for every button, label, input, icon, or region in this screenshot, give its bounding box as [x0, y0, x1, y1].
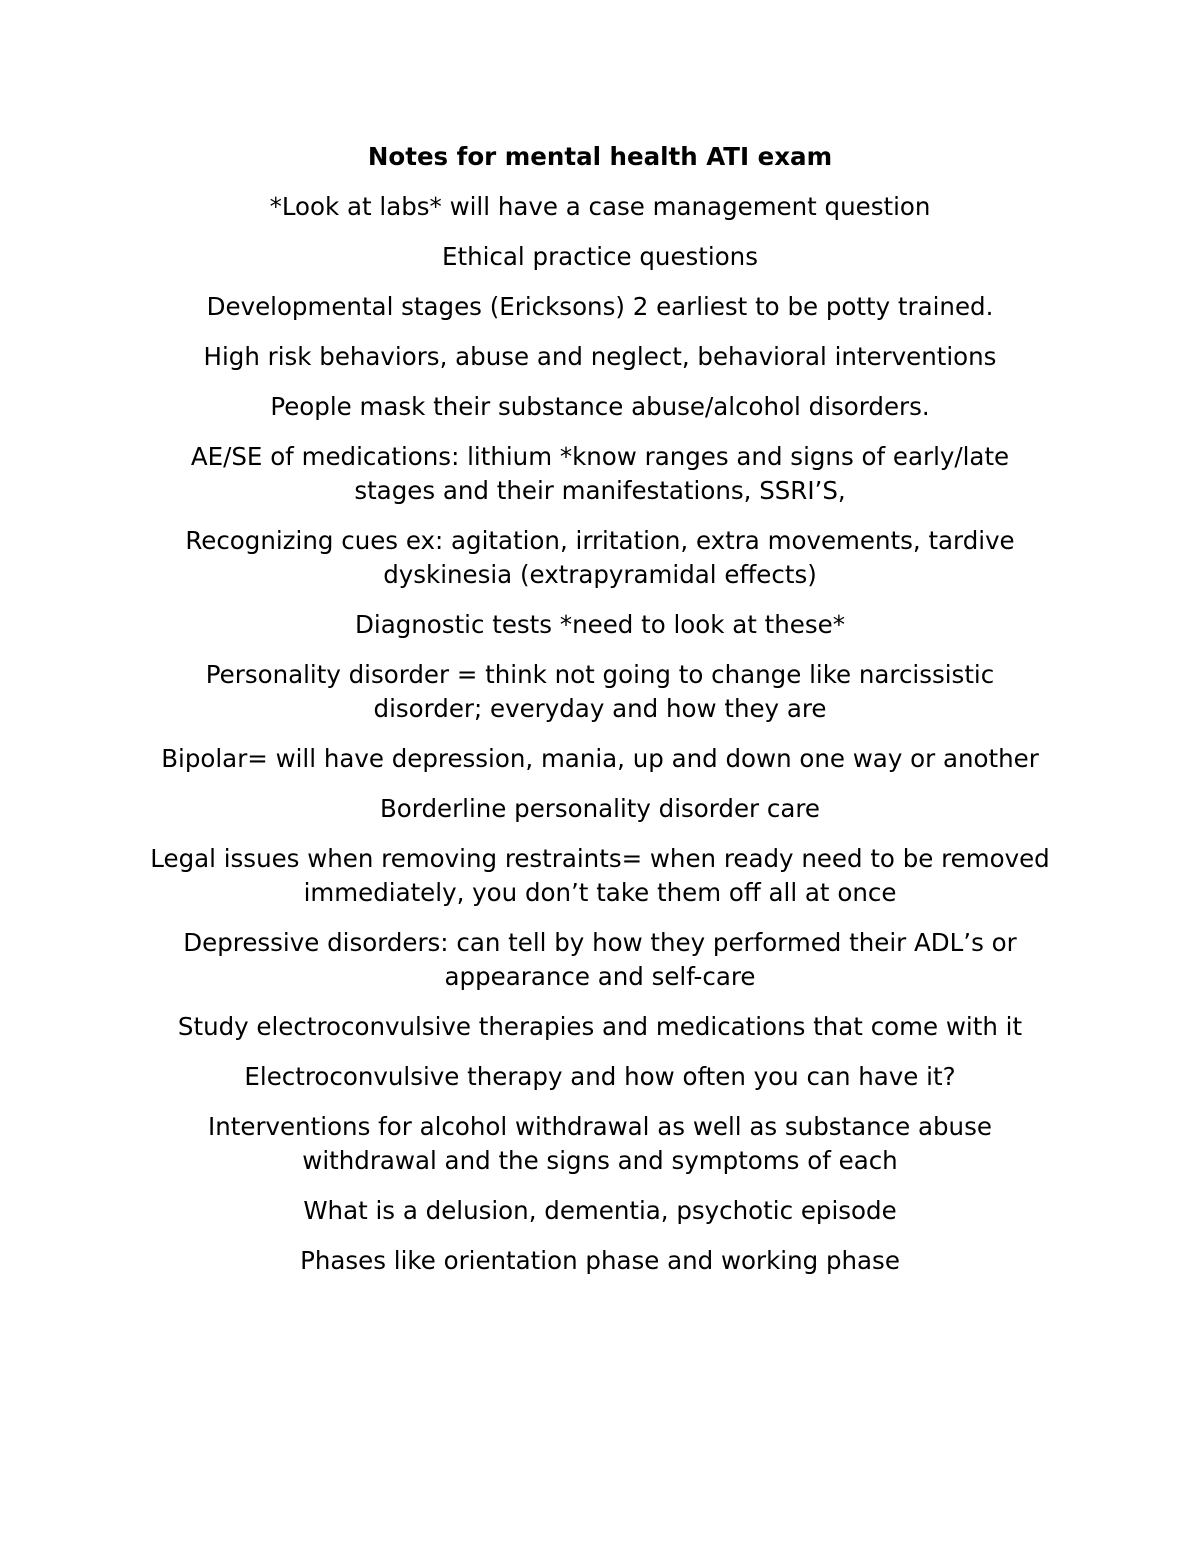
note-paragraph-4: High risk behaviors, abuse and neglect, behavioral interventions [203, 342, 997, 371]
note-paragraph-6: AE/SE of medications: lithium *know ranges and signs of early/late stages and their manifestations, SSRI’S, [190, 442, 1010, 505]
note-paragraph-9: Personality disorder = think not going to change like narcissistic disorder; everyday and how they are [205, 660, 995, 723]
note-paragraph-16: Interventions for alcohol withdrawal as well as substance abuse withdrawal and the signs and symptoms of each [208, 1112, 992, 1175]
note-paragraph-14: Study electroconvulsive therapies and medications that come with it [177, 1012, 1023, 1041]
note-paragraph-12: Legal issues when removing restraints= when ready need to be removed immediately, you don’t take them off all at once [150, 844, 1050, 907]
note-paragraph-3: Developmental stages (Ericksons) 2 earliest to be potty trained. [206, 292, 994, 321]
note-paragraph-15: Electroconvulsive therapy and how often you can have it? [244, 1062, 956, 1091]
document-body [150, 140, 1050, 1294]
note-paragraph-5: People mask their substance abuse/alcohol disorders. [270, 392, 930, 421]
document-title: Notes for mental health ATI exam [367, 142, 833, 171]
note-paragraph-11: Borderline personality disorder care [380, 794, 820, 823]
note-paragraph-8: Diagnostic tests *need to look at these* [355, 610, 845, 639]
note-paragraph-2: Ethical practice questions [442, 242, 758, 271]
note-paragraph-1: *Look at labs* will have a case management question [269, 192, 931, 221]
note-paragraph-13: Depressive disorders: can tell by how they performed their ADL’s or appearance and self-care [183, 928, 1017, 991]
note-paragraph-7: Recognizing cues ex: agitation, irritation, extra movements, tardive dyskinesia (extrapyramidal effects) [185, 526, 1015, 589]
note-paragraph-18: Phases like orientation phase and working phase [300, 1246, 900, 1275]
note-paragraph-10: Bipolar= will have depression, mania, up and down one way or another [161, 744, 1039, 773]
note-paragraph-17: What is a delusion, dementia, psychotic episode [303, 1196, 897, 1225]
